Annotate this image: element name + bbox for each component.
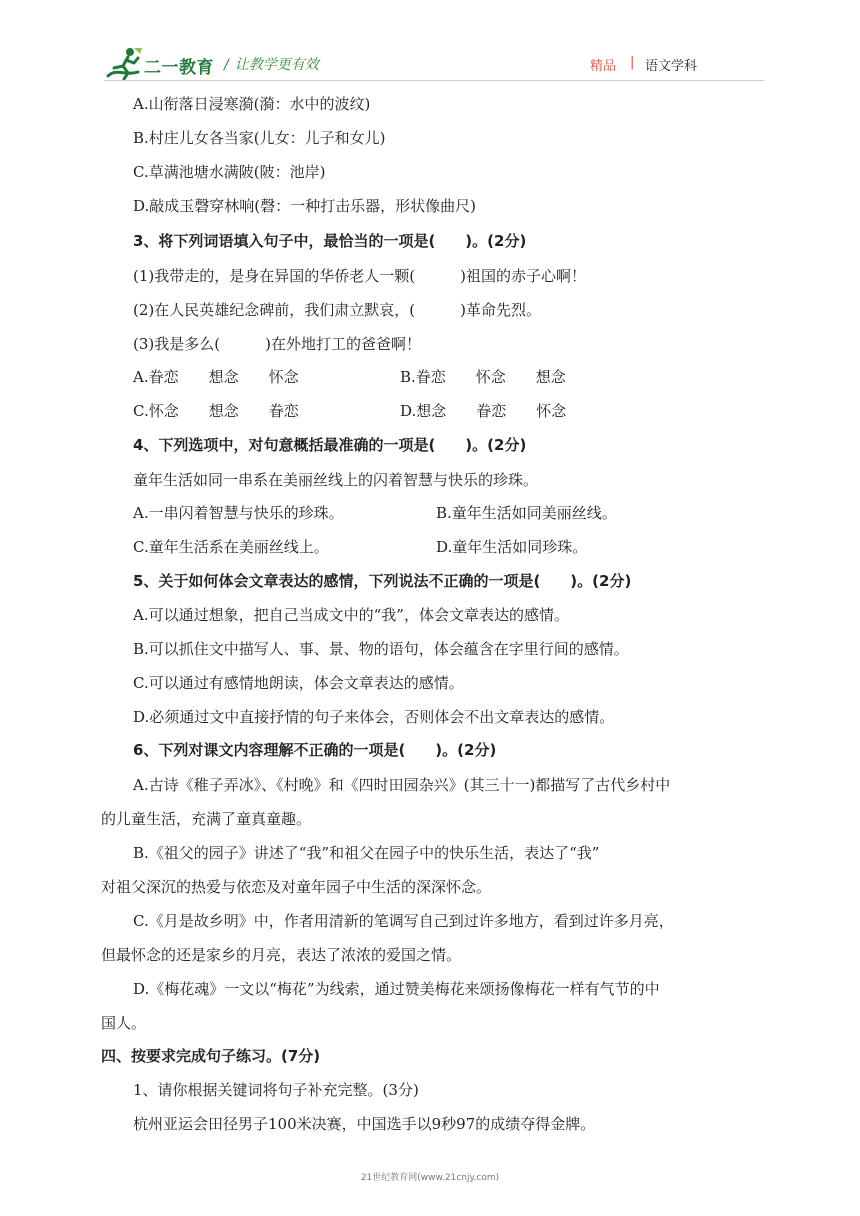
brand-label: 精品 <box>590 59 617 74</box>
option-line: D.必须通过文中直接抒情的句子来体会，否则体会不出文章表达的感情。 <box>133 708 615 726</box>
sentence-line: (3)我是多么( )在外地打工的爸爸啊！ <box>133 335 421 353</box>
question-6: 6、下列对课文内容理解不正确的一项是( )。(2分) <box>133 741 497 759</box>
header-divider <box>104 80 764 81</box>
option-a: A.一串闪着智慧与快乐的珍珠。 <box>133 504 344 522</box>
option-line: B.《祖父的园子》讲述了“我”和祖父在园子中的快乐生活，表达了“我” <box>133 844 600 862</box>
option-line: D.敲成玉磬穿林响(磬：一种打击乐器，形状像曲尺) <box>133 197 476 215</box>
page-header <box>0 0 860 90</box>
option-line: B.村庄儿女各当家(儿女：儿子和女儿) <box>133 129 386 147</box>
option-c: C.童年生活系在美丽丝线上。 <box>133 538 329 556</box>
question-3: 3、将下列词语填入句子中，最恰当的一项是( )。(2分) <box>133 232 527 250</box>
slogan-separator: / <box>224 57 229 73</box>
option-b: B.童年生活如同美丽丝线。 <box>436 504 617 522</box>
option-line: A.古诗《稚子弄冰》、《村晚》和《四时田园杂兴》(其三十一)都描写了古代乡村中 <box>133 776 671 794</box>
option-line: A.可以通过想象，把自己当成文中的“我”，体会文章表达的感情。 <box>133 606 569 624</box>
stem-sentence: 童年生活如同一串系在美丽丝线上的闪着智慧与快乐的珍珠。 <box>133 471 539 489</box>
subquestion-1: 1、请你根据关键词将句子补充完整。(3分) <box>133 1081 419 1099</box>
logo-text: 二一教育 <box>144 58 214 78</box>
option-line-cont: 对祖父深沉的热爱与依恋及对童年园子中生活的深深怀念。 <box>101 878 492 896</box>
option-line: C.《月是故乡明》中，作者用清新的笔调写自己到过许多地方，看到过许多月亮， <box>133 912 674 930</box>
option-line: C.草满池塘水满陂(陂：池岸) <box>133 163 326 181</box>
subject-label: 语文学科 <box>645 59 698 74</box>
option-line: B.可以抓住文中描写人、事、景、物的语句，体会蕴含在字里行间的感情。 <box>133 640 629 658</box>
question-5: 5、关于如何体会文章表达的感情，下列说法不正确的一项是( )。(2分) <box>133 572 632 590</box>
slogan-text: 让教学更有效 <box>234 57 319 73</box>
option-line-cont: 但最怀念的还是家乡的月亮，表达了浓浓的爱国之情。 <box>101 946 462 964</box>
option-d: D.童年生活如同珍珠。 <box>436 538 588 556</box>
sentence-line: (2)在人民英雄纪念碑前，我们肃立默哀，( )革命先烈。 <box>133 301 541 319</box>
page-footer: 21世纪教育网(www.21cnjy.com) <box>360 1173 500 1183</box>
sentence-line: (1)我带走的，是身在异国的华侨老人一颗( )祖国的赤子心啊！ <box>133 267 586 285</box>
option-line: D.《梅花魂》一文以“梅花”为线索，通过赞美梅花来颂扬像梅花一样有气节的中 <box>133 980 660 998</box>
option-line-cont: 的儿童生活，充满了童真童趣。 <box>101 810 312 828</box>
option-c: C.怀念 想念 眷恋 <box>133 402 299 420</box>
slogan <box>224 54 319 74</box>
section-4-heading: 四、按要求完成句子练习。(7分) <box>101 1047 321 1065</box>
question-4: 4、下列选项中，对句意概括最准确的一项是( )。(2分) <box>133 436 527 454</box>
exercise-sentence: 杭州亚运会田径男子100米决赛，中国选手以9秒97的成绩夺得金牌。 <box>133 1115 596 1133</box>
option-d: D.想念 眷恋 怀念 <box>400 402 567 420</box>
option-line: A.山衔落日浸寒漪(漪：水中的波纹) <box>133 95 371 113</box>
header-separator: | <box>630 55 635 70</box>
option-a: A.眷恋 想念 怀念 <box>133 368 299 386</box>
option-b: B.眷恋 怀念 想念 <box>400 368 566 386</box>
option-line: C.可以通过有感情地朗读，体会文章表达的感情。 <box>133 674 464 692</box>
option-line-cont: 国人。 <box>101 1014 147 1032</box>
